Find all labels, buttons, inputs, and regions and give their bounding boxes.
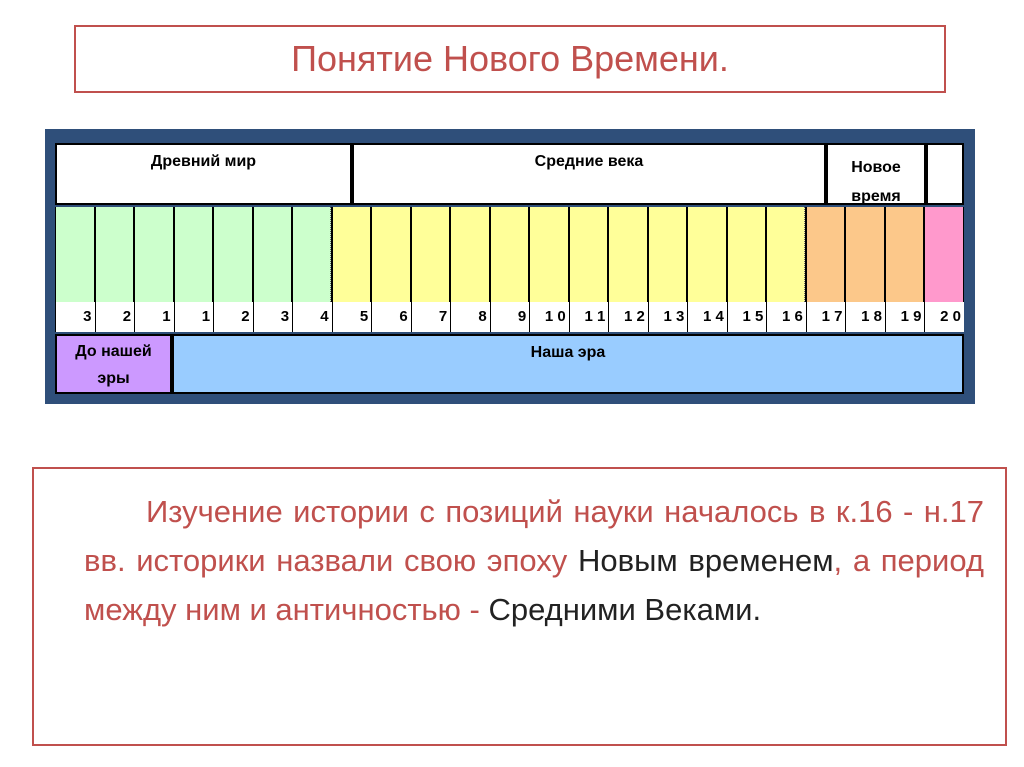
- slide-title: Понятие Нового Времени.: [291, 38, 729, 79]
- century-bar: [727, 207, 767, 302]
- century-bar: [766, 207, 806, 302]
- era-ancient-label: Древний мир: [55, 143, 352, 205]
- era-modern-label: Новое время: [826, 143, 926, 205]
- century-number: 1 2: [608, 302, 648, 332]
- ad-cell: [172, 334, 964, 394]
- century-number: 1 5: [727, 302, 767, 332]
- century-bar: [529, 207, 569, 302]
- century-number: 1: [134, 302, 174, 332]
- century-bar: [292, 207, 332, 302]
- century-number: 1 3: [648, 302, 688, 332]
- century-bar: [450, 207, 490, 302]
- era-empty-cell: [926, 143, 964, 205]
- century-bar: [885, 207, 925, 302]
- body-paragraph: [84, 487, 984, 634]
- century-number: 1 9: [885, 302, 925, 332]
- century-bar: [55, 207, 95, 302]
- timeline-table: [45, 129, 975, 404]
- century-number: 4: [292, 302, 332, 332]
- century-bar: [213, 207, 253, 302]
- century-number: 1 7: [806, 302, 846, 332]
- century-bar: [411, 207, 451, 302]
- bc-cell: [55, 334, 172, 394]
- bc-label: До нашей эры: [75, 343, 152, 387]
- text-part-2: Новым временем: [577, 543, 834, 578]
- century-number: 1 1: [569, 302, 609, 332]
- century-bar: [648, 207, 688, 302]
- century-number: 2 0: [924, 302, 964, 332]
- century-number: 5: [332, 302, 372, 332]
- century-bar: [332, 207, 372, 302]
- century-bar: [134, 207, 174, 302]
- century-bar: [490, 207, 530, 302]
- text-part-3: , а период между ним и античностью -: [84, 543, 985, 627]
- century-bar: [845, 207, 885, 302]
- century-number: 1 4: [687, 302, 727, 332]
- century-bar: [253, 207, 293, 302]
- century-number: 2: [95, 302, 135, 332]
- century-number: 9: [490, 302, 530, 332]
- century-number: 2: [213, 302, 253, 332]
- text-part-1: Изучение истории с позиций науки началось в к.16 - н.17 вв. историки назвали свою эпоху: [84, 494, 984, 578]
- century-bar: [95, 207, 135, 302]
- century-number: 6: [371, 302, 411, 332]
- century-number: 1 8: [845, 302, 885, 332]
- century-number: 1 6: [766, 302, 806, 332]
- century-number: 3: [253, 302, 293, 332]
- text-part-4: Средними Веками.: [488, 592, 762, 627]
- century-number: 1: [174, 302, 214, 332]
- century-bar: [371, 207, 411, 302]
- century-number: 7: [411, 302, 451, 332]
- century-bar: [687, 207, 727, 302]
- century-bar: [608, 207, 648, 302]
- title-box: [74, 25, 946, 93]
- era-medieval-label: Средние века: [352, 143, 826, 205]
- century-bar: [174, 207, 214, 302]
- text-box: [32, 467, 1007, 746]
- century-number: 3: [55, 302, 95, 332]
- century-bar: [569, 207, 609, 302]
- ad-label: Наша эра: [530, 344, 606, 361]
- century-bar: [806, 207, 846, 302]
- century-number: 8: [450, 302, 490, 332]
- century-bar: [924, 207, 964, 302]
- century-number: 1 0: [529, 302, 569, 332]
